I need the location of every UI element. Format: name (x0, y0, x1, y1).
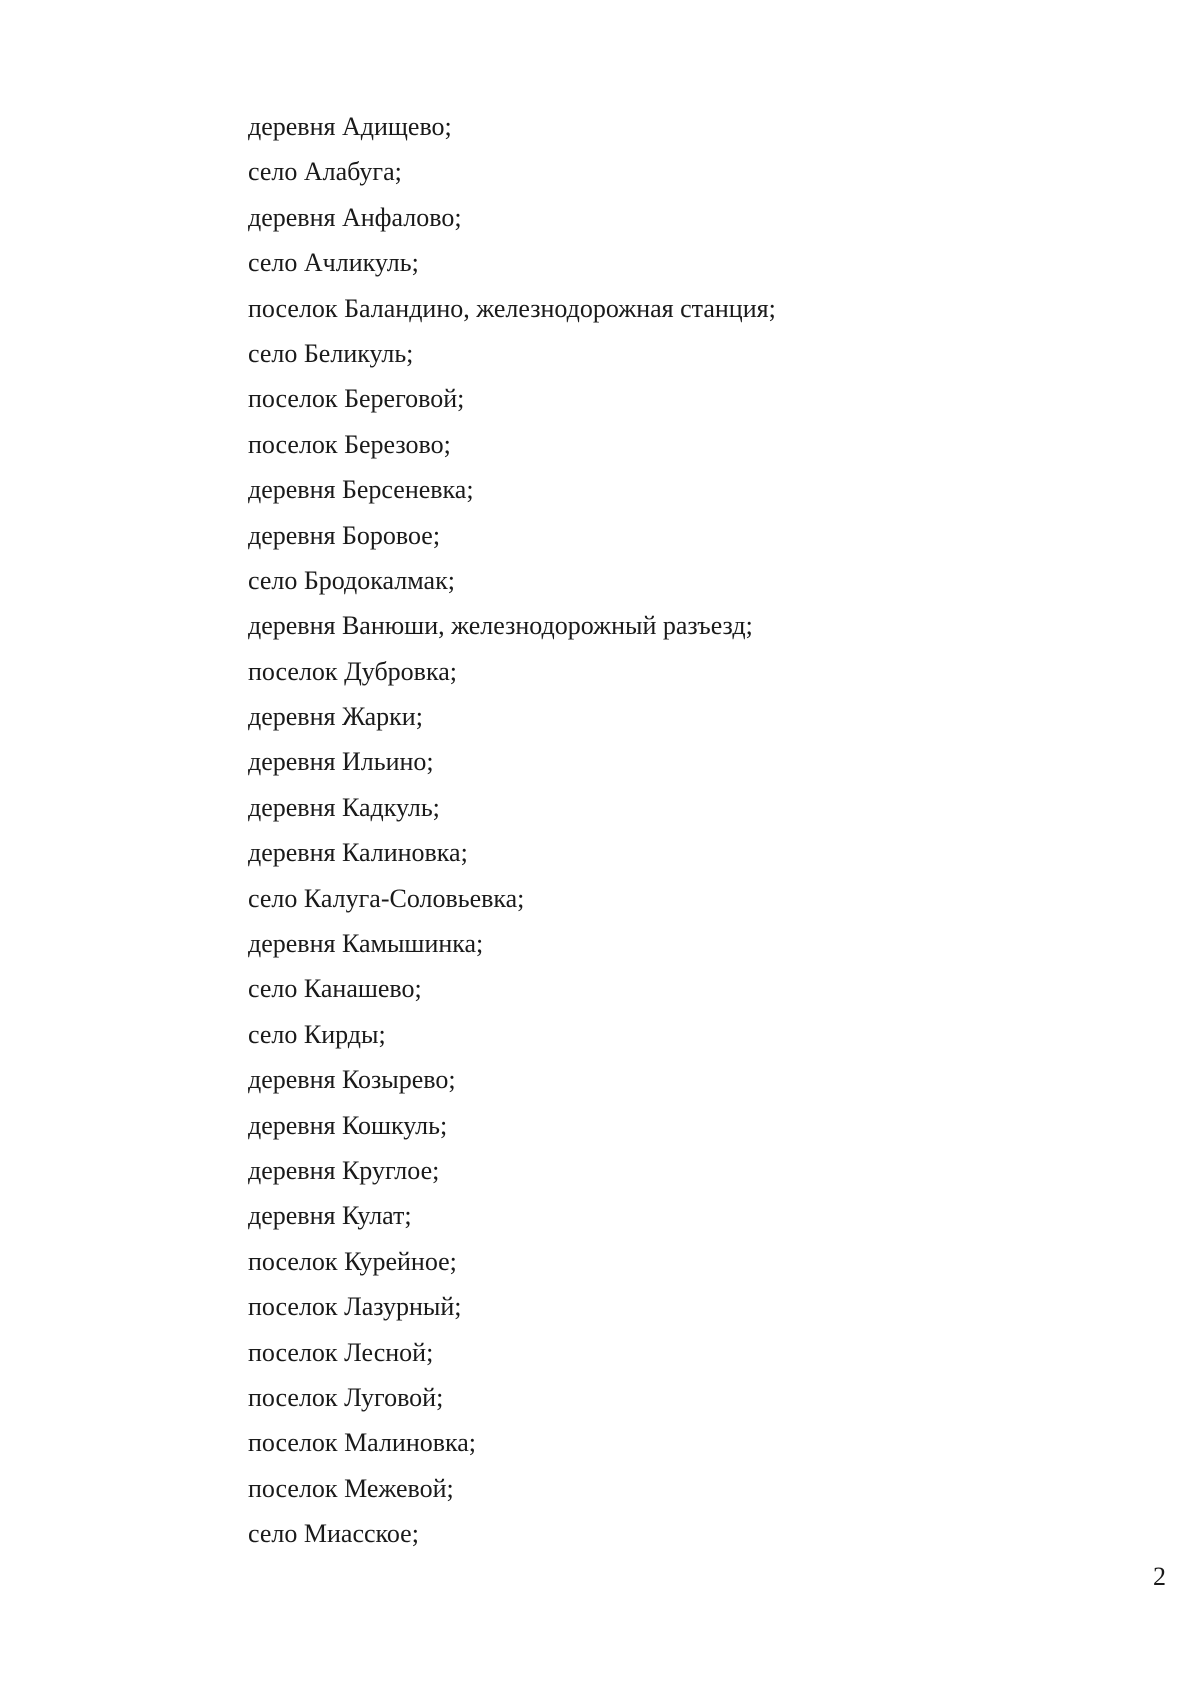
list-item: село Канашево; (248, 974, 422, 1004)
list-item: деревня Боровое; (248, 520, 441, 550)
list-item: деревня Камышинка; (248, 929, 484, 959)
list-item: поселок Межевой; (248, 1473, 454, 1503)
list-item: поселок Баландино, железнодорожная станция; (248, 293, 776, 323)
list-item: деревня Жарки; (248, 702, 423, 732)
list-item: деревня Берсеневка; (248, 475, 474, 505)
list-item: деревня Кулат; (248, 1201, 412, 1231)
page-number: 2 (1153, 1562, 1166, 1591)
list-item: село Ачликуль; (248, 248, 419, 278)
settlement-list (248, 104, 776, 1557)
list-item: деревня Ванюши, железнодорожный разъезд; (248, 611, 753, 641)
list-item: поселок Береговой; (248, 384, 465, 414)
list-item: село Миасское; (248, 1519, 419, 1549)
list-item: село Бродокалмак; (248, 565, 455, 595)
list-item: поселок Малиновка; (248, 1428, 477, 1458)
list-item: деревня Калиновка; (248, 838, 468, 868)
list-item: деревня Ильино; (248, 747, 434, 777)
list-item: село Алабуга; (248, 157, 402, 187)
list-item: деревня Анфалово; (248, 202, 462, 232)
list-item: деревня Кадкуль; (248, 792, 440, 822)
list-item: село Калуга-Соловьевка; (248, 883, 525, 913)
list-item: село Беликуль; (248, 338, 414, 368)
list-item: поселок Курейное; (248, 1246, 457, 1276)
list-item: деревня Козырево; (248, 1065, 456, 1095)
list-item: поселок Луговой; (248, 1382, 444, 1412)
list-item: поселок Лесной; (248, 1337, 434, 1367)
list-item: поселок Лазурный; (248, 1292, 462, 1322)
list-item: деревня Кошкуль; (248, 1110, 448, 1140)
list-item: деревня Адищево; (248, 112, 452, 141)
list-item: поселок Дубровка; (248, 656, 457, 686)
list-item: деревня Круглое; (248, 1155, 440, 1185)
list-item: поселок Березово; (248, 429, 451, 459)
list-item: село Кирды; (248, 1019, 386, 1049)
